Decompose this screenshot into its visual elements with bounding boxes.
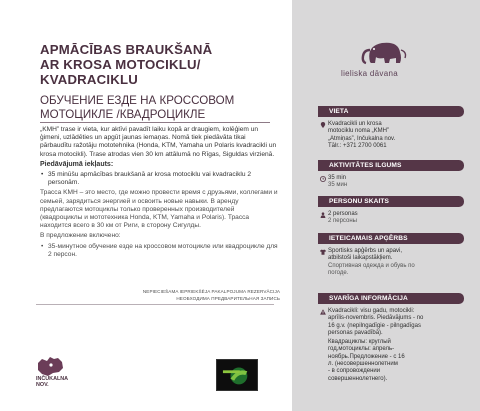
latvia-map-icon [36,355,64,377]
important-ru: л. (несовершеннолетним [328,361,398,368]
important-ru: - в сопровождении [328,368,381,375]
location-phone: Tālr.: +371 2700 0061 [328,142,387,149]
important-body [318,304,464,337]
duration-lv: 35 min [328,175,347,181]
duration-body [318,171,464,190]
important-heading: SVARĪGA INFORMĀCIJA [318,293,464,304]
important-ru: Квадрациклы: круглый [328,339,391,346]
location-section [318,106,464,150]
included-list-lv [40,171,278,187]
location-heading: VIETA [318,106,464,117]
title-line: APMĀCĪBAS BRAUKŠANĀ [40,42,213,57]
region-caption-line: NOV. [36,382,49,389]
reservation-note [118,289,280,302]
included-label-ru: В предложение включено: [40,232,121,240]
intro-lv: „KMH” trase ir vieta, kur aktīvi pavadīt laiku kopā ar draugiem, kolēģiem un ģimeni, uzlādēties un apgūt jaunas iemaņas. Nomā tiek piedāvāta tikai pārbaudītu ražotāju mototehnika (Honda, KTM, Yamaha un Polaris kvadracikli un krosa motocikli). Trase atrodas vien 30 km attālumā no Rīgas, Siguldas virzienā. [40,126,277,158]
important-lv: Kvadracikli: visu gadu, motocikli: [328,308,415,314]
location-body [318,117,464,150]
brand-name: lieliska dāvana [341,69,398,78]
important-lv: 16 g.v. (nepilngadīgie - pilngadīgas [328,322,421,329]
location-line: Kvadracikli un krosa [328,121,382,127]
apparel-ru: погоде. [328,269,349,276]
person-icon [320,212,326,218]
title-line: AR KROSA MOTOCIKLU/ [40,57,201,72]
apparel-lv: Sportisks apģērbs un apavi, [328,248,403,254]
important-section [318,293,464,383]
important-ru: год,мотоциклы: апрель- [328,346,395,353]
persons-lv: 2 personas [328,211,358,217]
important-lv: personas pavadībā). [328,329,383,336]
apparel-heading: IETEICAMAIS APĢĒRBS [318,233,464,244]
important-ru: совершеннолетнего). [328,375,388,382]
persons-body [318,207,464,226]
persons-ru: 2 персоны [328,218,357,225]
subtitle-line: МОТОЦИКЛЕ /КВАДРОЦИКЛЕ [40,108,206,121]
warning-icon [320,309,326,315]
persons-heading: PERSONU SKAITS [318,196,464,207]
important-body-ru [318,337,464,383]
duration-heading: AKTIVITĀTES ILGUMS [318,160,464,171]
intro-ru: Трасса KMH – это место, где можно провести время с друзьями, коллегами и семьей, зарядиться энергией и освоить новые навыки. В аренду предлагаются мотоциклы только проверенных производителей (квадроциклы и мототехника Honda, KTM, Yamaha и Polaris). Трасса находится всего в 30 км от Риги, в сторону Сигулды. [40,189,278,230]
location-line: „Atmiņas”, Inčukalna nov. [328,135,396,142]
title-line: KVADRACIKLU [40,72,138,87]
clock-icon [320,176,326,182]
page-subtitle [40,94,285,122]
apparel-section [318,233,464,277]
divider [36,304,274,305]
persons-section [318,196,464,226]
apparel-lv: atbilstoši laikapstākļiem. [328,255,393,262]
apparel-body [318,244,464,277]
included-list-ru [40,243,278,259]
page-title [40,42,285,87]
subtitle-line: ОБУЧЕНИЕ ЕЗДЕ НА КРОССОВОМ [40,94,235,107]
duration-section [318,160,464,190]
shirt-icon [320,249,326,255]
location-pin-icon [320,122,326,128]
reservation-note-ru: НЕОБХОДИМА ПРЕДВАРИТЕЛЬНАЯ ЗАПИСЬ [176,295,280,301]
location-line: motociklu noma „KMH” [328,128,390,135]
included-label-lv: Piedāvājumā iekļauts: [40,160,114,168]
region-caption-line: INČUKALNA [36,376,69,382]
region-caption [36,376,68,388]
important-lv: aprīlis-novembris. Piedāvājums - no [328,315,424,322]
elephant-logo-icon [356,38,412,68]
apparel-ru: Спортивная одежда и обувь по [328,262,415,269]
important-ru: ноябрь.Предложение - с 16 [328,353,405,360]
duration-ru: 35 мин [328,182,348,189]
divider [40,122,270,123]
list-item: • 35 minūšu apmācības braukšanā ar krosa motociklu vai kvadraciklu 2 personām. [40,171,278,187]
partner-logo [216,359,258,391]
reservation-note-lv: NEPIECIEŠAMA IEPRIEKŠĒJA PAKALPOJUMA REZERVĀCIJA [142,289,280,294]
list-item: • 35-минутное обучение езде на кроссовом мотоцикле или квадроцикле для 2 персон. [40,243,278,259]
description [40,126,278,259]
